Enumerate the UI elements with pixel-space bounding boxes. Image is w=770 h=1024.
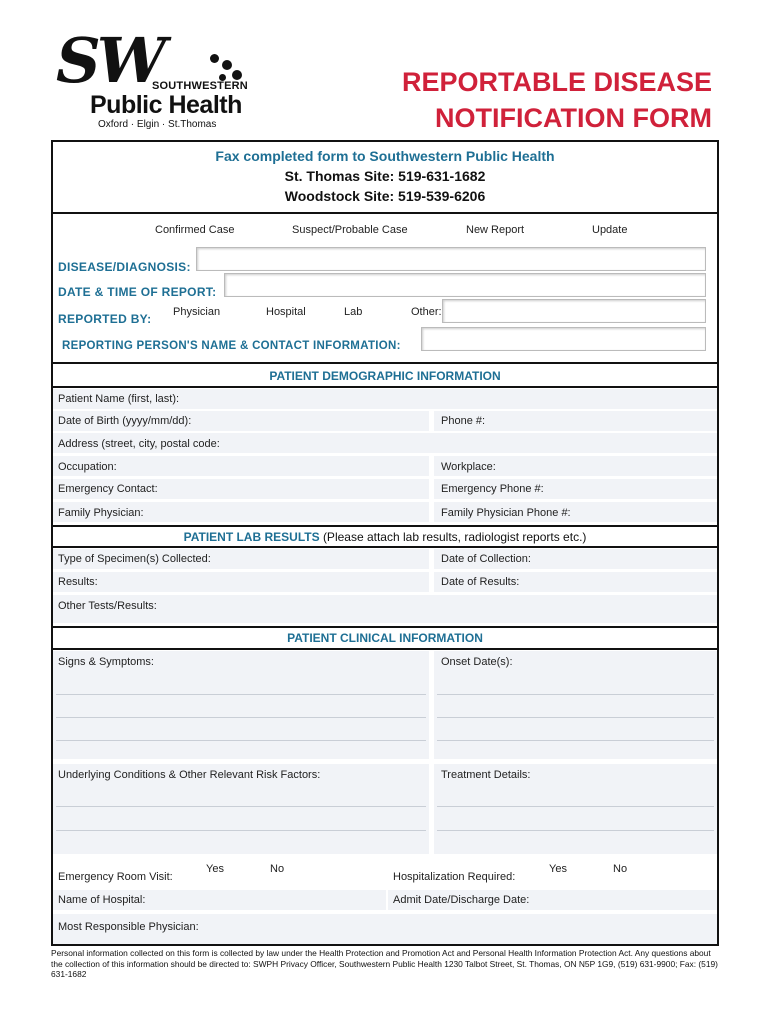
fax-instruction: Fax completed form to Southwestern Public Health xyxy=(215,148,555,164)
option-lab[interactable]: Lab xyxy=(344,306,363,318)
logo-sw-mark: SW xyxy=(56,24,163,97)
onset-date-label: Onset Date(s): xyxy=(441,656,513,668)
other-label: Other: xyxy=(411,306,442,318)
swph-logo xyxy=(56,24,256,134)
divider xyxy=(51,648,719,650)
lab-heading xyxy=(53,530,717,544)
reported-by-label: REPORTED BY: xyxy=(58,312,152,326)
clinical-heading: PATIENT CLINICAL INFORMATION xyxy=(287,631,483,645)
form-title-line2: NOTIFICATION FORM xyxy=(435,103,712,133)
fax-instructions xyxy=(53,146,717,206)
option-suspect-case[interactable]: Suspect/Probable Case xyxy=(292,224,408,236)
other-tests-label: Other Tests/Results: xyxy=(58,600,157,612)
er-visit-label: Emergency Room Visit: xyxy=(58,871,173,883)
workplace-label: Workplace: xyxy=(441,461,496,473)
divider xyxy=(51,362,719,364)
disease-input[interactable] xyxy=(196,247,706,271)
address-label: Address (street, city, postal code: xyxy=(58,438,220,450)
occupation-label: Occupation: xyxy=(58,461,117,473)
emergency-contact-label: Emergency Contact: xyxy=(58,483,158,495)
date-time-input[interactable] xyxy=(224,273,706,297)
patient-name-label: Patient Name (first, last): xyxy=(58,393,180,405)
form-title xyxy=(402,64,712,136)
treatment-details-label: Treatment Details: xyxy=(441,769,531,781)
responsible-physician-label: Most Responsible Physician: xyxy=(58,921,199,933)
privacy-notice: Personal information collected on this form is collected by law under the Health Protection and Promotion Act and Personal Health Information Protection Act. Any questions about the collection of this information should be directed to: SWPH Privacy Officer, Southwestern Public Health 1230 Talbot Street, St. Thomas, ON N5P 1G9, (519) 631-9900; Fax: (519) 631-1682 xyxy=(51,948,718,979)
option-hospital[interactable]: Hospital xyxy=(266,306,306,318)
other-input[interactable] xyxy=(442,299,706,323)
phone-label: Phone #: xyxy=(441,415,486,427)
er-visit-yes[interactable]: Yes xyxy=(206,863,224,875)
lab-heading-title: PATIENT LAB RESULTS xyxy=(183,530,320,544)
divider xyxy=(51,525,719,527)
option-confirmed-case[interactable]: Confirmed Case xyxy=(155,224,235,236)
hospitalization-yes[interactable]: Yes xyxy=(549,863,567,875)
option-update[interactable]: Update xyxy=(592,224,628,236)
admit-date-label: Admit Date/Discharge Date: xyxy=(393,894,530,906)
family-physician-phone-label: Family Physician Phone #: xyxy=(441,507,571,519)
underlying-conditions-label: Underlying Conditions & Other Relevant Risk Factors: xyxy=(58,769,321,781)
date-time-label: DATE & TIME OF REPORT: xyxy=(58,285,217,299)
signs-symptoms-label: Signs & Symptoms: xyxy=(58,656,154,668)
divider xyxy=(51,546,719,548)
hospitalization-no[interactable]: No xyxy=(613,863,628,875)
er-visit-no[interactable]: No xyxy=(270,863,285,875)
logo-public-health: Public Health xyxy=(90,91,242,119)
demographic-heading: PATIENT DEMOGRAPHIC INFORMATION xyxy=(269,369,501,383)
reporting-person-input[interactable] xyxy=(421,327,706,351)
family-physician-label: Family Physician: xyxy=(58,507,144,519)
results-field[interactable] xyxy=(53,572,429,592)
divider xyxy=(51,626,719,628)
fax-woodstock: Woodstock Site: 519-539-6206 xyxy=(284,188,486,204)
emergency-phone-label: Emergency Phone #: xyxy=(441,483,544,495)
logo-southwestern: SOUTHWESTERN xyxy=(152,80,248,92)
option-new-report[interactable]: New Report xyxy=(466,224,525,236)
fax-st-thomas: St. Thomas Site: 519-631-1682 xyxy=(284,168,486,184)
hospital-name-label: Name of Hospital: xyxy=(58,894,146,906)
option-physician[interactable]: Physician xyxy=(173,306,221,318)
hospitalization-label: Hospitalization Required: xyxy=(393,871,516,883)
specimen-label: Type of Specimen(s) Collected: xyxy=(58,553,211,565)
lab-heading-note: (Please attach lab results, radiologist reports etc.) xyxy=(322,530,587,544)
disease-label: DISEASE/DIAGNOSIS: xyxy=(58,260,191,274)
logo-towns: Oxford · Elgin · St.Thomas xyxy=(98,119,217,130)
form-title-line1: REPORTABLE DISEASE xyxy=(401,67,712,97)
collection-date-label: Date of Collection: xyxy=(441,553,531,565)
divider xyxy=(51,386,719,388)
divider xyxy=(51,212,719,214)
results-label: Results: xyxy=(58,576,98,588)
dob-label: Date of Birth (yyyy/mm/dd): xyxy=(58,415,192,427)
results-date-label: Date of Results: xyxy=(441,576,520,588)
reporting-person-label: REPORTING PERSON'S NAME & CONTACT INFORMATION: xyxy=(62,340,401,352)
